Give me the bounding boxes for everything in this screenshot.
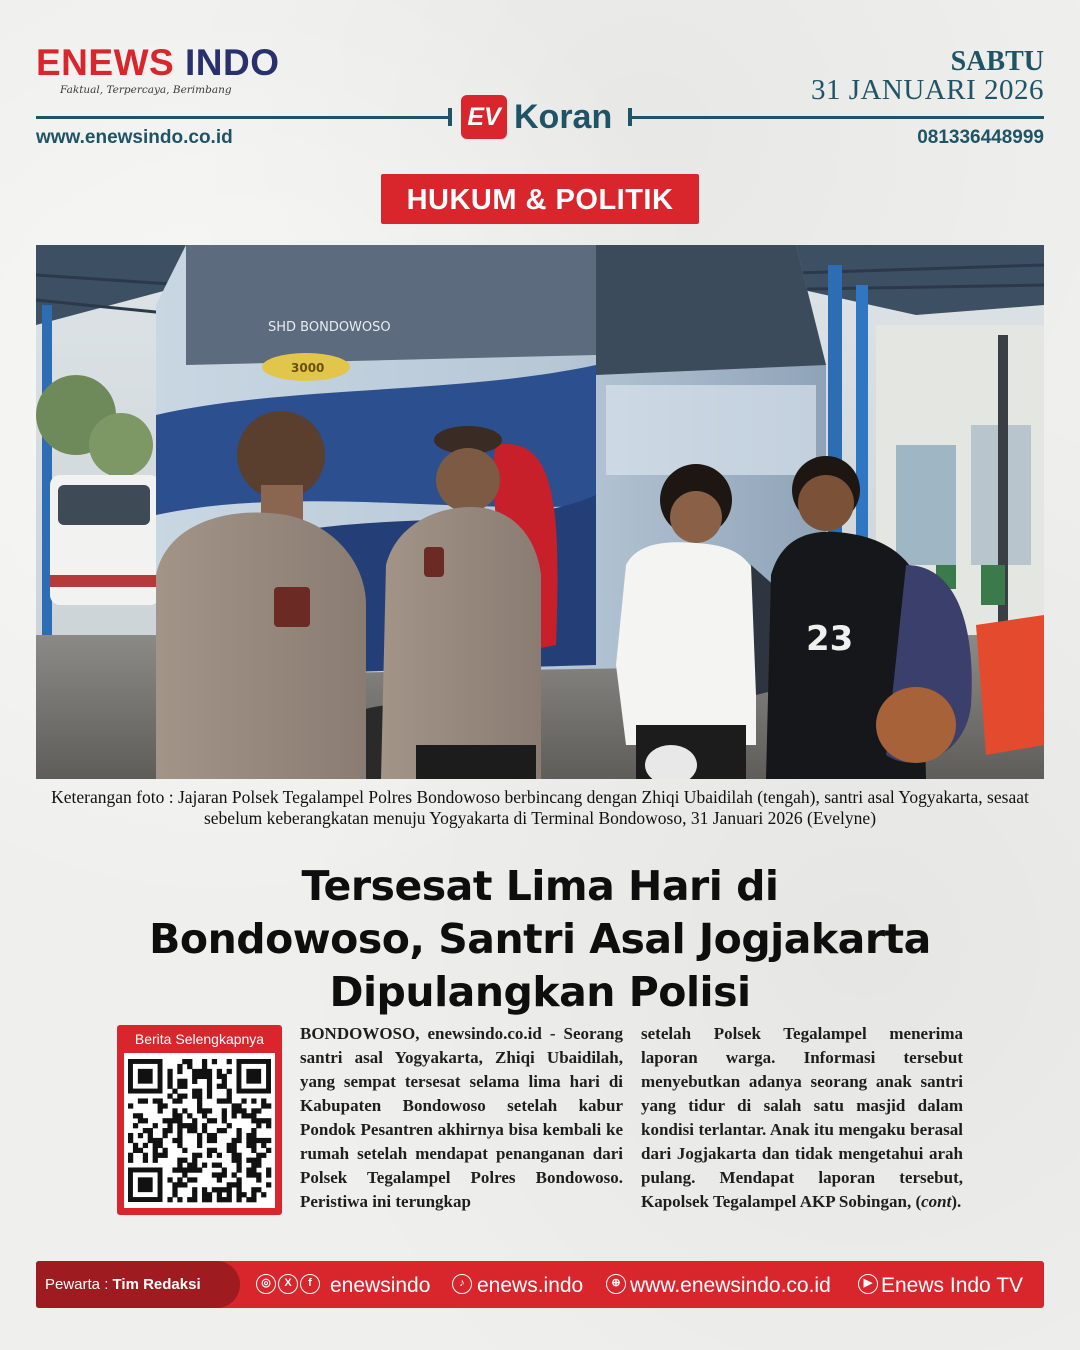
headline-line-2: Bondowoso, Santri Asal Jogjakarta [149,915,931,963]
reporter-label: Pewarta : [45,1276,113,1293]
reporter-name: Tim Redaksi [112,1276,201,1293]
edition-date: 31 JANUARI 2026 [810,74,1044,106]
reporter-credit [45,1261,201,1308]
tiktok-handle[interactable]: enews.indo [477,1274,584,1297]
photo-caption: Keterangan foto : Jajaran Polsek Tegalampel Polres Bondowoso berbincang dengan Zhiqi Ubaidilah (tengah), santri asal Yogyakarta, sesaat sebelum keberangkatan menuju Yogyakarta di Terminal Bondowoso, 31 Januari 2026 (Evelyne) [51,787,1029,828]
edition-day: SABTU [950,46,1044,77]
qr-code[interactable] [124,1053,275,1208]
brand-word-enews: ENEWS [36,42,175,83]
social-icons [256,1274,320,1296]
article-column-2-text: setelah Polsek Tegalampel menerima laporan warga. Informasi tersebut menyebutkan adanya seorang anak santri yang tidur di salah satu masjid dalam kondisi terlantar. Anak itu mengaku berasal dari Jogjakarta dan tidak mengetahui arah pulang. Mendapat laporan tersebut, Kapolsek Tegalampel AKP Sobingan, ( [641,1024,963,1211]
category-badge: HUKUM & POLITIK [381,174,699,224]
header-rule-cap-right [628,108,632,126]
ev-logo-icon: EV [461,95,507,139]
globe-icon[interactable]: ⊕ [606,1274,626,1294]
edition-name: Koran [514,98,613,136]
news-photo [36,245,1044,779]
footer-website-link[interactable]: www.enewsindo.co.id [630,1274,831,1297]
header-rule-cap-left [448,108,452,126]
social-handle[interactable]: enewsindo [330,1274,431,1297]
youtube-icon-wrap [858,1274,878,1296]
youtube-icon[interactable]: ▶ [858,1274,878,1294]
header-rule-left [36,116,450,119]
tiktok-icon-wrap [452,1274,472,1296]
x-icon[interactable]: X [278,1274,298,1294]
globe-icon-wrap [606,1274,626,1296]
bus-badge-text: 3000 [291,361,325,375]
headline-line-3: Dipulangkan Polisi [329,968,751,1016]
jersey-number-text: 23 [806,619,854,659]
tiktok-icon[interactable]: ♪ [452,1274,472,1294]
brand-tagline: Faktual, Terpercaya, Berimbang [60,84,232,96]
article-column-2 [641,1022,963,1214]
header-rule-right [630,116,1044,119]
header-website-link[interactable]: www.enewsindo.co.id [36,127,233,148]
qr-label: Berita Selengkapnya [134,1031,265,1047]
bus-sign-text: SHD BONDOWOSO [268,320,391,335]
headline-line-1: Tersesat Lima Hari di [301,862,779,910]
youtube-channel[interactable]: Enews Indo TV [881,1274,1024,1297]
news-photo-illustration [36,245,1044,779]
article-column-1: BONDOWOSO, enewsindo.co.id - Seorang santri asal Yogyakarta, Zhiqi Ubaidilah, yang sempat tersesat selama lima hari di Kabupaten Bondowoso setelah kabur Pondok Pesantren akhirnya bisa kembali ke rumah setelah mendapat penanganan dari Polsek Tegalampel Polres Bondowoso. Peristiwa ini terungkap [300,1024,623,1211]
facebook-icon[interactable]: f [300,1274,320,1294]
article-headline [40,860,1040,1019]
header-phone[interactable]: 081336448999 [917,127,1044,148]
brand-word-indo: INDO [184,42,280,83]
instagram-icon[interactable]: ◎ [256,1274,276,1294]
article-cont-marker: cont [921,1192,952,1211]
brand-logo[interactable] [36,44,279,81]
article-column-2-end: ). [951,1192,962,1211]
qr-code-icon [124,1053,275,1208]
